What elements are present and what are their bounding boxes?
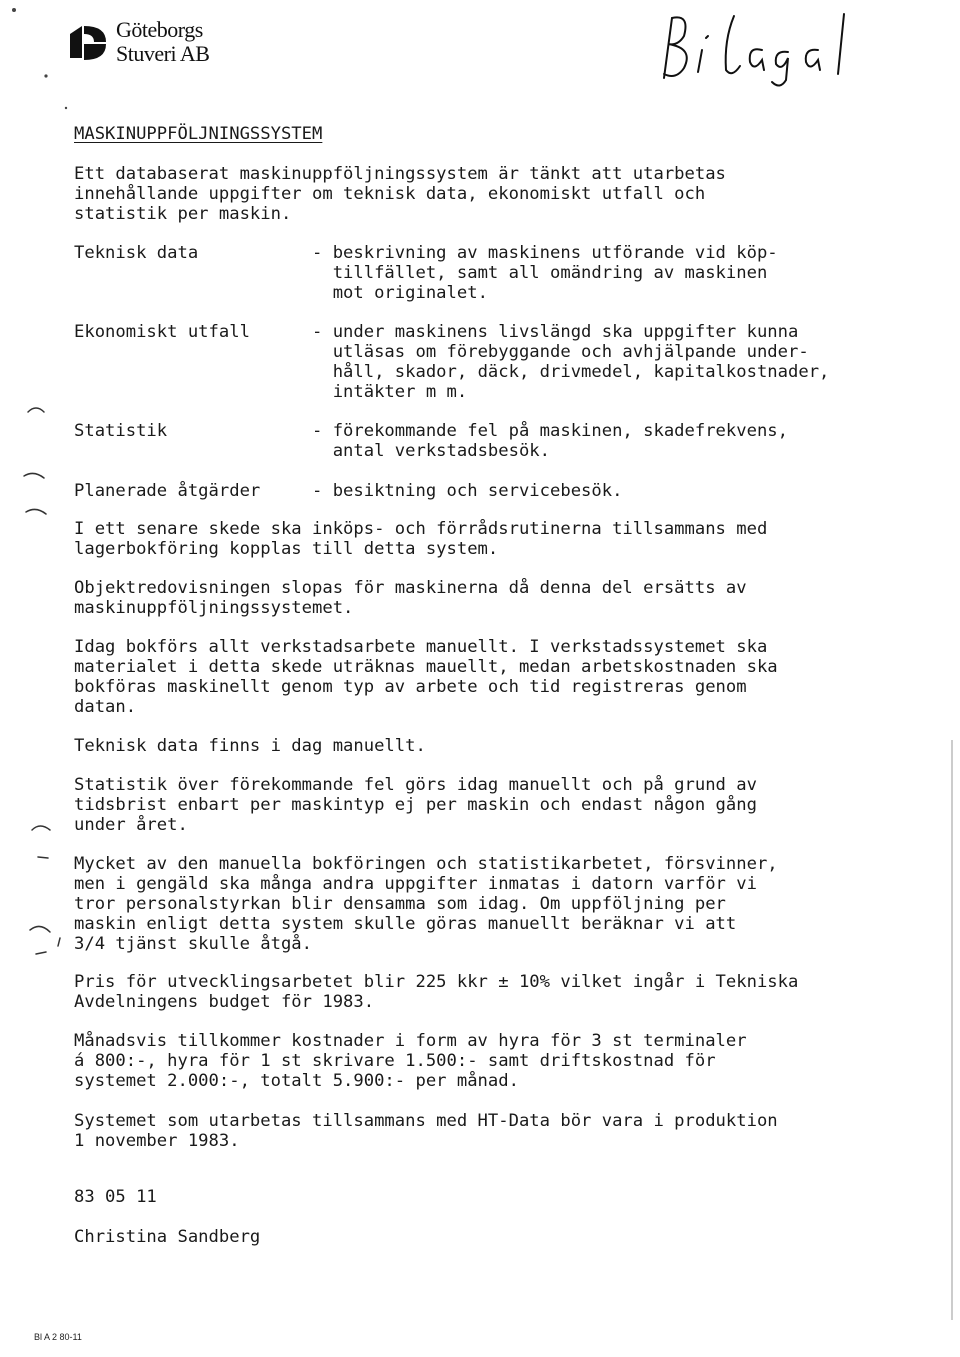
paragraph-line: lagerbokföring kopplas till detta system. (74, 539, 499, 559)
paragraph-line: under året. (74, 815, 188, 835)
form-code: Bl A 2 80-11 (34, 1332, 82, 1342)
company-name-line1: Göteborgs (116, 17, 203, 42)
paragraph-line: Idag bokförs allt verkstadsarbete manuellt. I verkstadssystemet ska (74, 637, 768, 657)
definition-line: utläsas om förebyggande och avhjälpande under- (312, 342, 809, 362)
paragraph-line: 3/4 tjänst skulle åtgå. (74, 934, 312, 954)
paragraph-line: materialet i detta skede uträknas mauellt, medan arbetskostnaden ska (74, 657, 778, 677)
definition-line: mot originalet. (312, 283, 488, 303)
paragraph-line: maskin enligt detta system skulle göras manuellt beräknar vi att (74, 914, 737, 934)
document-title: MASKINUPPFÖLJNINGSSYSTEM (74, 124, 323, 144)
definition-label: Teknisk data (74, 243, 199, 263)
paragraph-line: systemet 2.000:-, totalt 5.900:- per månad. (74, 1071, 519, 1091)
paragraph-line: maskinuppföljningssystemet. (74, 598, 354, 618)
paragraph-line: Pris för utvecklingsarbetet blir 225 kkr ± 10% vilket ingår i Tekniska (74, 972, 799, 992)
intro-line: statistik per maskin. (74, 204, 292, 224)
paragraph-line: 1 november 1983. (74, 1131, 240, 1151)
intro-line: Ett databaserat maskinuppföljningssystem är tänkt att utarbetas (74, 164, 726, 184)
definition-line: tillfället, samt all omändring av maskinen (312, 263, 768, 283)
paragraph-line: men i gengäld ska många andra uppgifter inmatas i datorn varför vi (74, 874, 757, 894)
paragraph-line: Objektredovisningen slopas för maskinerna då denna del ersätts av (74, 578, 747, 598)
definition-line: antal verkstadsbesök. (312, 441, 550, 461)
paragraph-line: Teknisk data finns i dag manuellt. (74, 736, 426, 756)
definition-line: intäkter m m. (312, 382, 468, 402)
logo-mark-icon (66, 20, 110, 64)
definition-label: Planerade åtgärder (74, 481, 261, 501)
author-name: Christina Sandberg (74, 1227, 261, 1247)
paragraph-line: tidsbrist enbart per maskintyp ej per maskin och endast någon gång (74, 795, 757, 815)
definition-line: - under maskinens livslängd ska uppgifter kunna (312, 322, 799, 342)
company-logo (66, 16, 226, 68)
document-date: 83 05 11 (74, 1187, 157, 1207)
paragraph-line: datan. (74, 697, 137, 717)
handwritten-bilaga-annotation (650, 10, 850, 90)
definition-line: håll, skador, däck, drivmedel, kapitalkostnader, (312, 362, 830, 382)
paragraph-line: Statistik över förekommande fel görs idag manuellt och på grund av (74, 775, 757, 795)
definition-label: Ekonomiskt utfall (74, 322, 250, 342)
company-name (116, 18, 236, 66)
paragraph-line: Mycket av den manuella bokföringen och statistikarbetet, försvinner, (74, 854, 778, 874)
definition-line: - beskrivning av maskinens utförande vid köp- (312, 243, 778, 263)
definition-line: - besiktning och servicebesök. (312, 481, 623, 501)
paragraph-line: Avdelningens budget för 1983. (74, 992, 375, 1012)
paragraph-line: I ett senare skede ska inköps- och förrådsrutinerna tillsammans med (74, 519, 768, 539)
intro-line: innehållande uppgifter om teknisk data, ekonomiskt utfall och (74, 184, 706, 204)
paragraph-line: Systemet som utarbetas tillsammans med HT-Data bör vara i produktion (74, 1111, 778, 1131)
paragraph-line: Månadsvis tillkommer kostnader i form av hyra för 3 st terminaler (74, 1031, 747, 1051)
definition-line: - förekommande fel på maskinen, skadefrekvens, (312, 421, 788, 441)
paragraph-line: bokföras maskinellt genom typ av arbete och tid registreras genom (74, 677, 747, 697)
company-name-line2: Stuveri AB (116, 41, 210, 66)
paragraph-line: tror personalstyrkan blir densamma som idag. Om uppföljning per (74, 894, 726, 914)
definition-label: Statistik (74, 421, 168, 441)
paragraph-line: á 800:-, hyra för 1 st skrivare 1.500:- samt driftskostnad för (74, 1051, 716, 1071)
